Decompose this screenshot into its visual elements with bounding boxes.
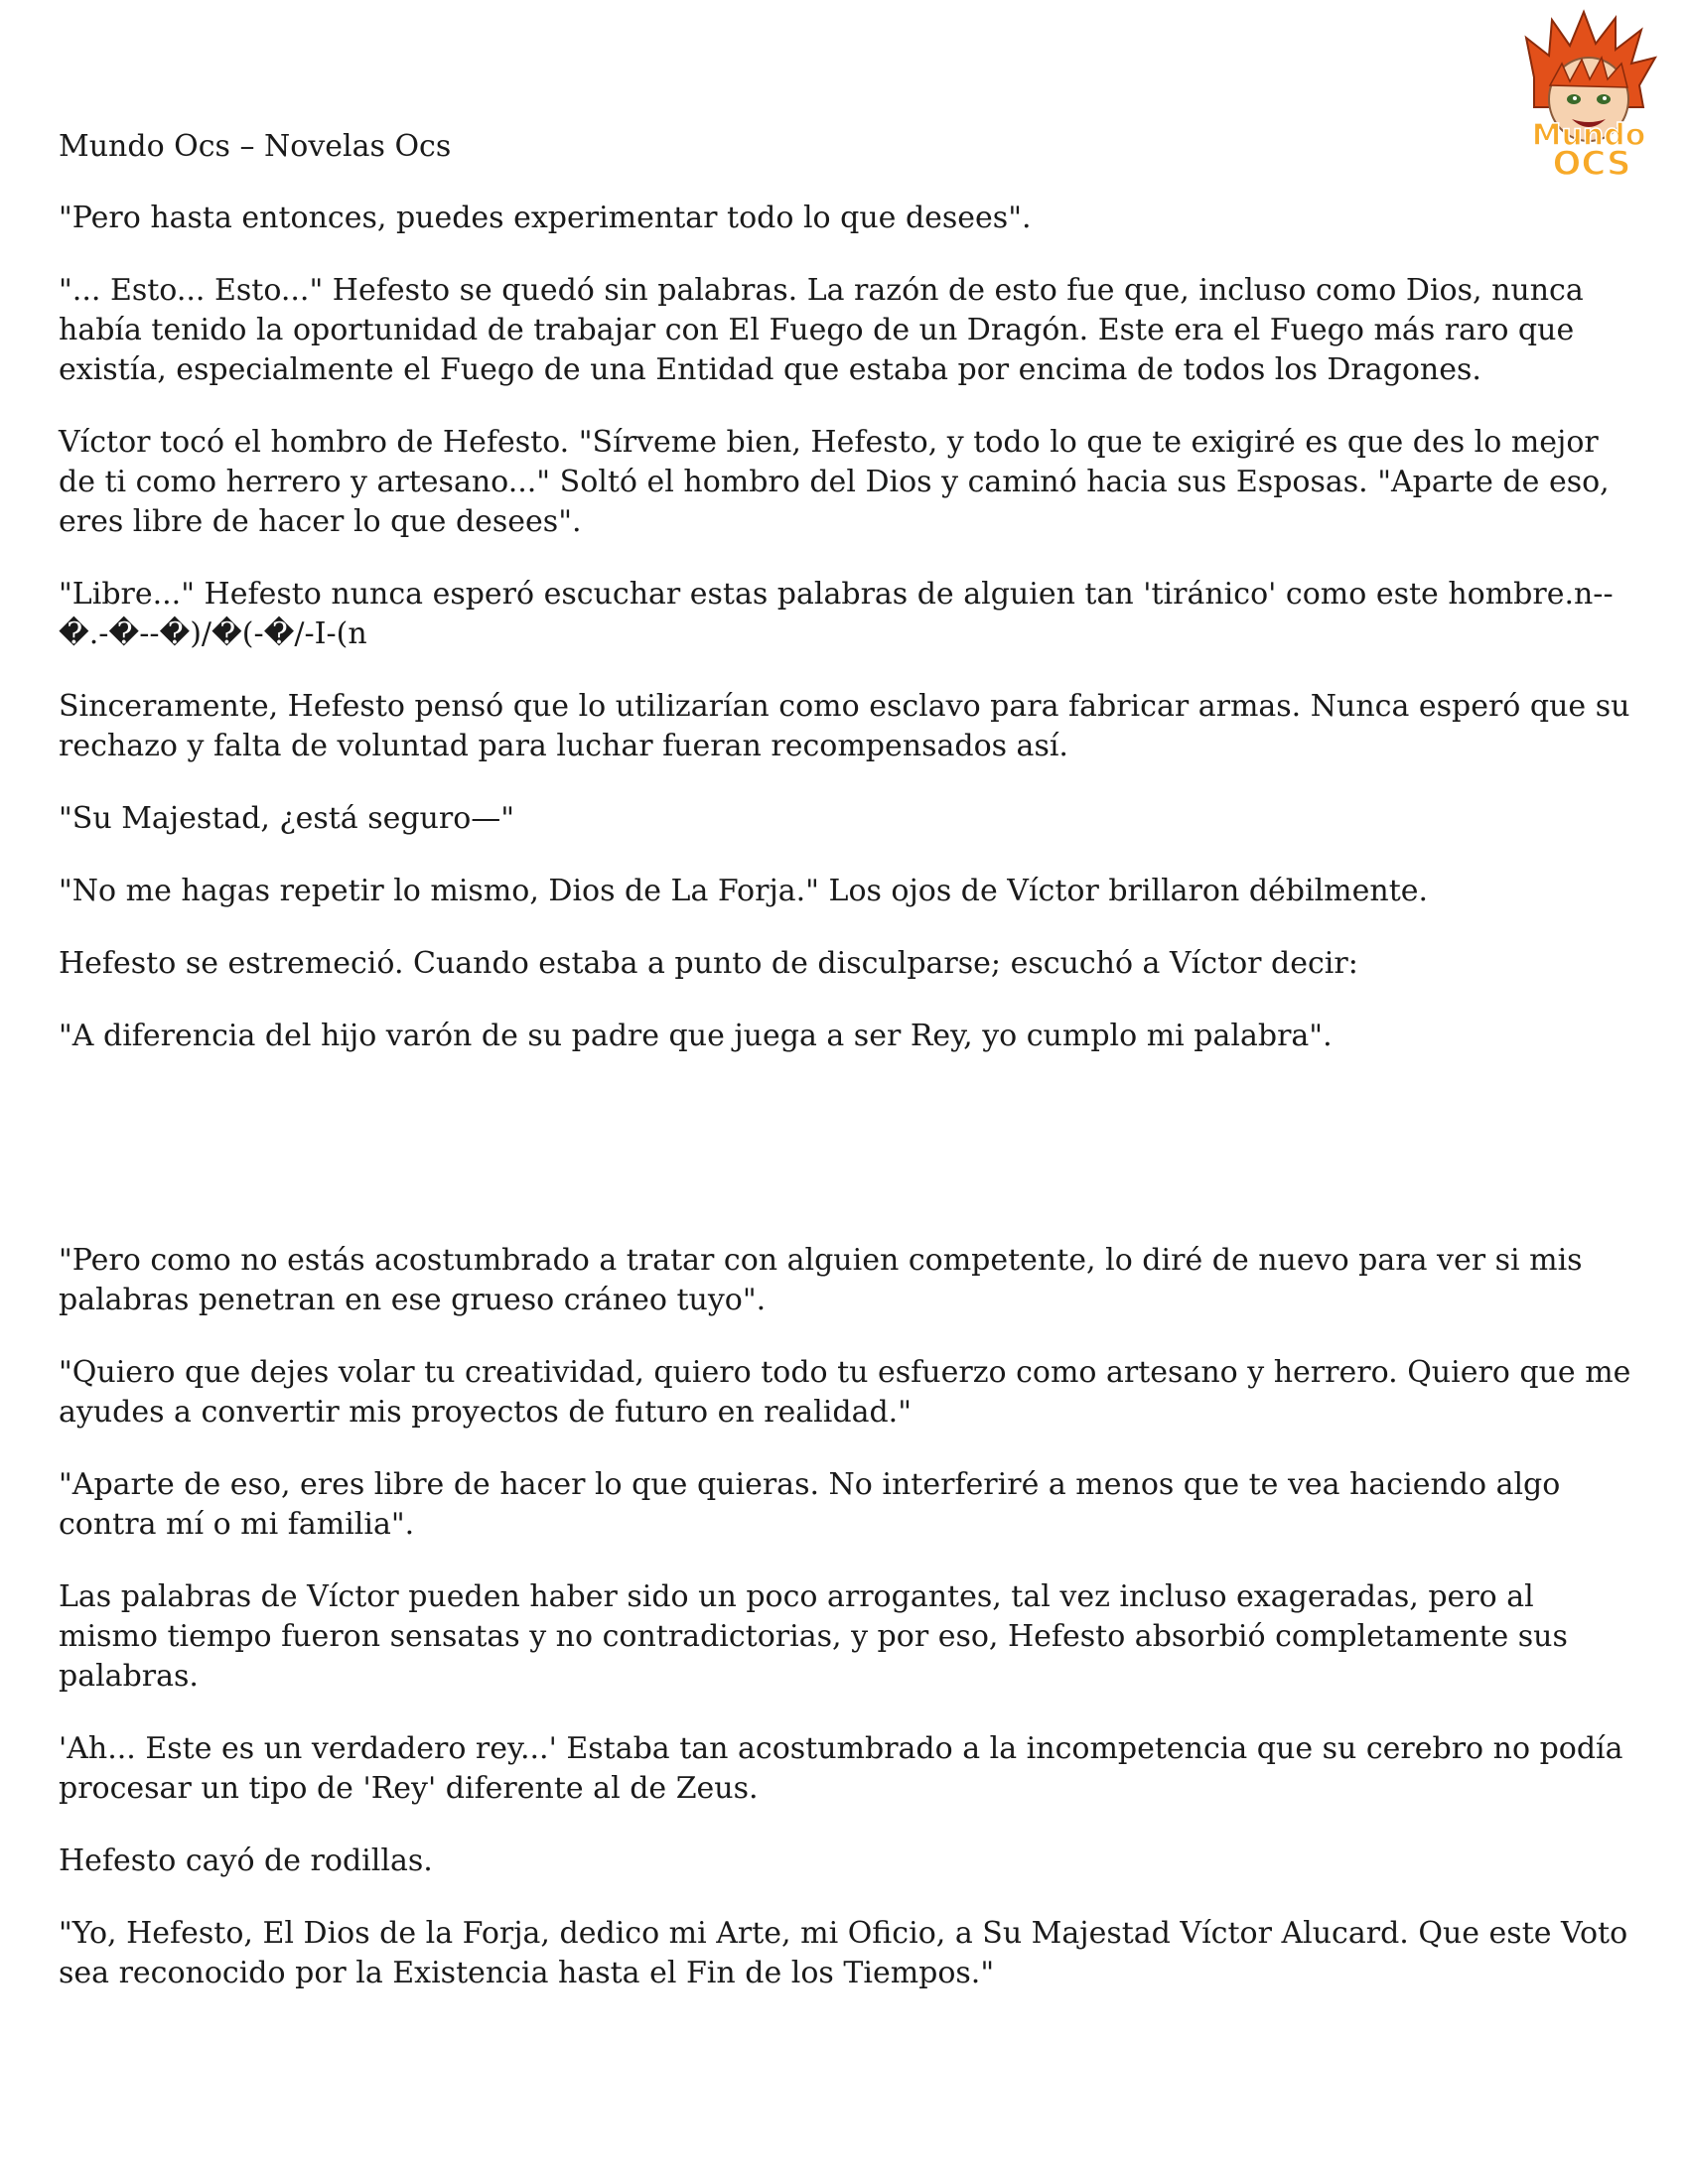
paragraph: Hefesto se estremeció. Cuando estaba a punto de disculparse; escuchó a Víctor decir: xyxy=(59,946,1358,981)
paragraph: 'Ah... Este es un verdadero rey...' Estaba tan acostumbrado a la incompetencia que su cerebro no podía procesar un tipo de 'Rey' diferente al de Zeus. xyxy=(59,1731,1623,1806)
paragraph: Las palabras de Víctor pueden haber sido un poco arrogantes, tal vez incluso exageradas, pero al mismo tiempo fueron sensatas y no contradictorias, y por eso, Hefesto absorbió completamente sus palabras. xyxy=(59,1579,1568,1694)
paragraph: "A diferencia del hijo varón de su padre que juega a ser Rey, yo cumplo mi palabra". xyxy=(59,1019,1333,1053)
paragraph: "Libre..." Hefesto nunca esperó escuchar estas palabras de alguien tan 'tiránico' como este hombre.n--�.-�--�)/�(-�/-I-(n xyxy=(59,577,1614,651)
paragraph: "Pero hasta entonces, puedes experimentar todo lo que desees". xyxy=(59,201,1032,235)
paragraph: Sinceramente, Hefesto pensó que lo utilizarían como esclavo para fabricar armas. Nunca esperó que su rechazo y falta de voluntad para luchar fueran recompensados así. xyxy=(59,689,1630,763)
site-title: Mundo Ocs – Novelas Ocs xyxy=(59,129,452,164)
paragraph: "... Esto... Esto..." Hefesto se quedó sin palabras. La razón de esto fue que, incluso como Dios, nunca había tenido la oportunidad de trabajar con El Fuego de un Dragón. Este era el Fuego más raro que existía, especialmente el Fuego de una Entidad que estaba por encima de todos los Dragones. xyxy=(59,273,1584,387)
logo-text-ocs: OCS xyxy=(1552,144,1631,182)
document-body xyxy=(59,127,1637,2026)
paragraph: "Pero como no estás acostumbrado a tratar con alguien competente, lo diré de nuevo para ver si mis palabras penetran en ese grueso cráneo tuyo". xyxy=(59,1243,1583,1317)
paragraph: Víctor tocó el hombro de Hefesto. "Sírveme bien, Hefesto, y todo lo que te exigiré es que des lo mejor de ti como herrero y artesano..." Soltó el hombro del Dios y caminó hacia sus Esposas. "Aparte de eso, eres libre de hacer lo que desees". xyxy=(59,425,1610,539)
paragraph: "Aparte de eso, eres libre de hacer lo que quieras. No interferiré a menos que te vea haciendo algo contra mí o mi familia". xyxy=(59,1467,1561,1542)
paragraph: "Yo, Hefesto, El Dios de la Forja, dedico mi Arte, mi Oficio, a Su Majestad Víctor Alucard. Que este Voto sea reconocido por la Existencia hasta el Fin de los Tiempos." xyxy=(59,1916,1628,1990)
logo-text-mundo: Mundo xyxy=(1531,118,1646,153)
paragraph: "Quiero que dejes volar tu creatividad, quiero todo tu esfuerzo como artesano y herrero. Quiero que me ayudes a convertir mis proyectos de futuro en realidad." xyxy=(59,1355,1631,1430)
paragraph: "Su Majestad, ¿está seguro—" xyxy=(59,801,515,836)
paragraph: Hefesto cayó de rodillas. xyxy=(59,1843,433,1878)
paragraph: "No me hagas repetir lo mismo, Dios de La Forja." Los ojos de Víctor brillaron débilmente. xyxy=(59,874,1429,908)
